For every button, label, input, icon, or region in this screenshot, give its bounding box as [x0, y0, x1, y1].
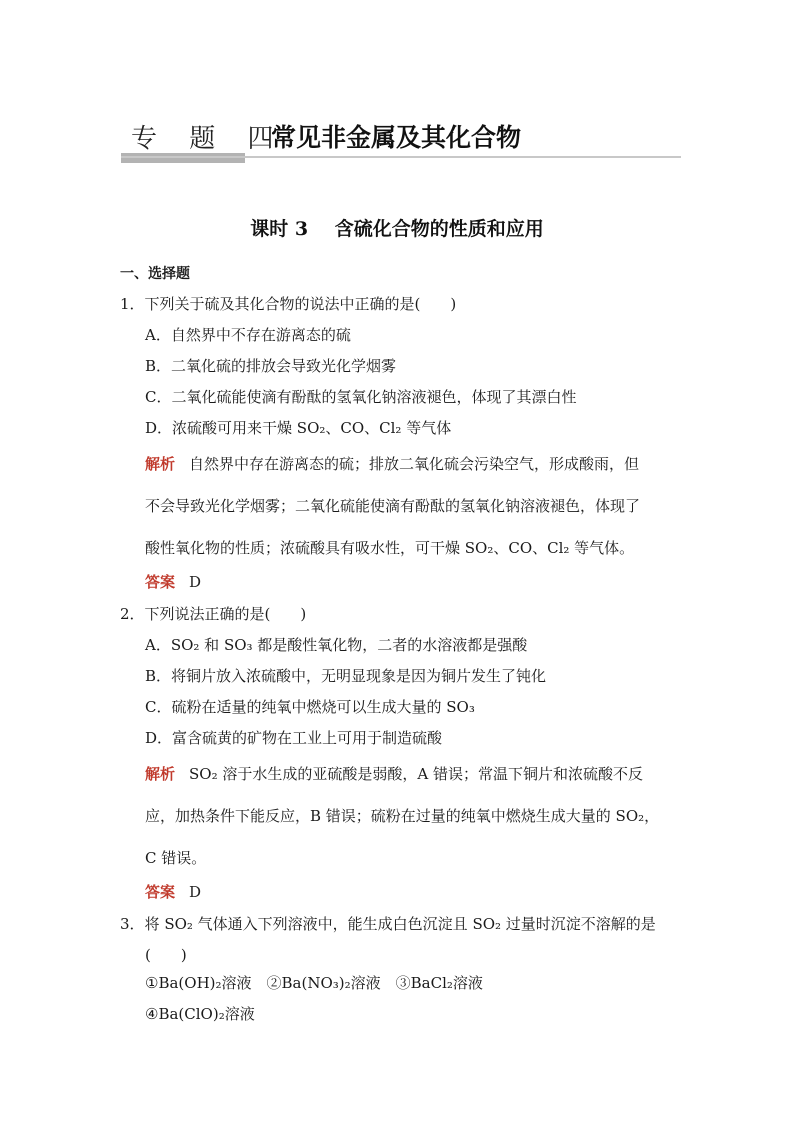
option-d: D．浓硫酸可用来干燥 SO₂、CO、Cl₂ 等气体 [145, 419, 452, 437]
question-1 [120, 294, 456, 314]
analysis-text: 自然界中存在游离态的硫；排放二氧化硫会污染空气，形成酸雨，但 [189, 455, 640, 473]
question-2 [120, 604, 306, 624]
question-stem: 下列说法正确的是( ) [144, 605, 307, 623]
question-3 [120, 914, 656, 934]
analysis-tag: 解析 [145, 765, 176, 783]
answer-line [145, 572, 201, 592]
question-number: 3． [120, 915, 145, 933]
topic-banner [121, 112, 681, 164]
answer-line [145, 882, 201, 902]
analysis-text: 酸性氧化物的性质；浓硫酸具有吸水性，可干燥 SO₂、CO、Cl₂ 等气体。 [145, 539, 635, 557]
question-number: 1． [120, 295, 145, 313]
question-stem: 将 SO₂ 气体通入下列溶液中，能生成白色沉淀且 SO₂ 过量时沉淀不溶解的是 [144, 915, 656, 933]
lesson-heading [0, 214, 794, 241]
analysis-line [145, 764, 643, 784]
lesson-number: 课时 3 [250, 218, 309, 240]
option-d: D．富含硫黄的矿物在工业上可用于制造硫酸 [145, 729, 443, 747]
answer-tag: 答案 [145, 573, 176, 591]
topic-title: 常见非金属及其化合物 [271, 123, 522, 152]
analysis-line [145, 454, 639, 474]
section-heading: 一、选择题 [120, 266, 190, 282]
option-b: B．将铜片放入浓硫酸中，无明显现象是因为铜片发生了钝化 [145, 667, 547, 685]
option-list: ④Ba(ClO)₂溶液 [145, 1005, 255, 1023]
banner-rule [121, 156, 681, 158]
option-c: C．二氧化硫能使滴有酚酞的氢氧化钠溶液褪色，体现了其漂白性 [145, 388, 577, 406]
answer-value: D [189, 573, 202, 591]
analysis-text: C 错误。 [145, 849, 207, 867]
answer-value: D [189, 883, 202, 901]
topic-label: 专 题 四 [131, 124, 286, 154]
analysis-text: SO₂ 溶于水生成的亚硫酸是弱酸，A 错误；常温下铜片和浓硫酸不反 [189, 765, 643, 783]
option-a: A．自然界中不存在游离态的硫 [145, 326, 351, 344]
analysis-text: 不会导致光化学烟雾；二氧化硫能使滴有酚酞的氢氧化钠溶液褪色，体现了 [145, 497, 641, 515]
answer-tag: 答案 [145, 883, 176, 901]
lesson-title: 含硫化合物的性质和应用 [334, 218, 544, 240]
question-stem-continued: ( ) [145, 946, 187, 964]
option-c: C．硫粉在适量的纯氧中燃烧可以生成大量的 SO₃ [145, 698, 475, 716]
question-number: 2． [120, 605, 145, 623]
option-a: A．SO₂ 和 SO₃ 都是酸性氧化物，二者的水溶液都是强酸 [145, 636, 528, 654]
option-list: ①Ba(OH)₂溶液 ②Ba(NO₃)₂溶液 ③BaCl₂溶液 [145, 974, 483, 992]
option-b: B．二氧化硫的排放会导致光化学烟雾 [145, 357, 397, 375]
analysis-tag: 解析 [145, 455, 176, 473]
question-stem: 下列关于硫及其化合物的说法中正确的是( ) [144, 295, 457, 313]
analysis-text: 应，加热条件下能反应，B 错误；硫粉在过量的纯氧中燃烧生成大量的 SO₂， [145, 807, 660, 825]
